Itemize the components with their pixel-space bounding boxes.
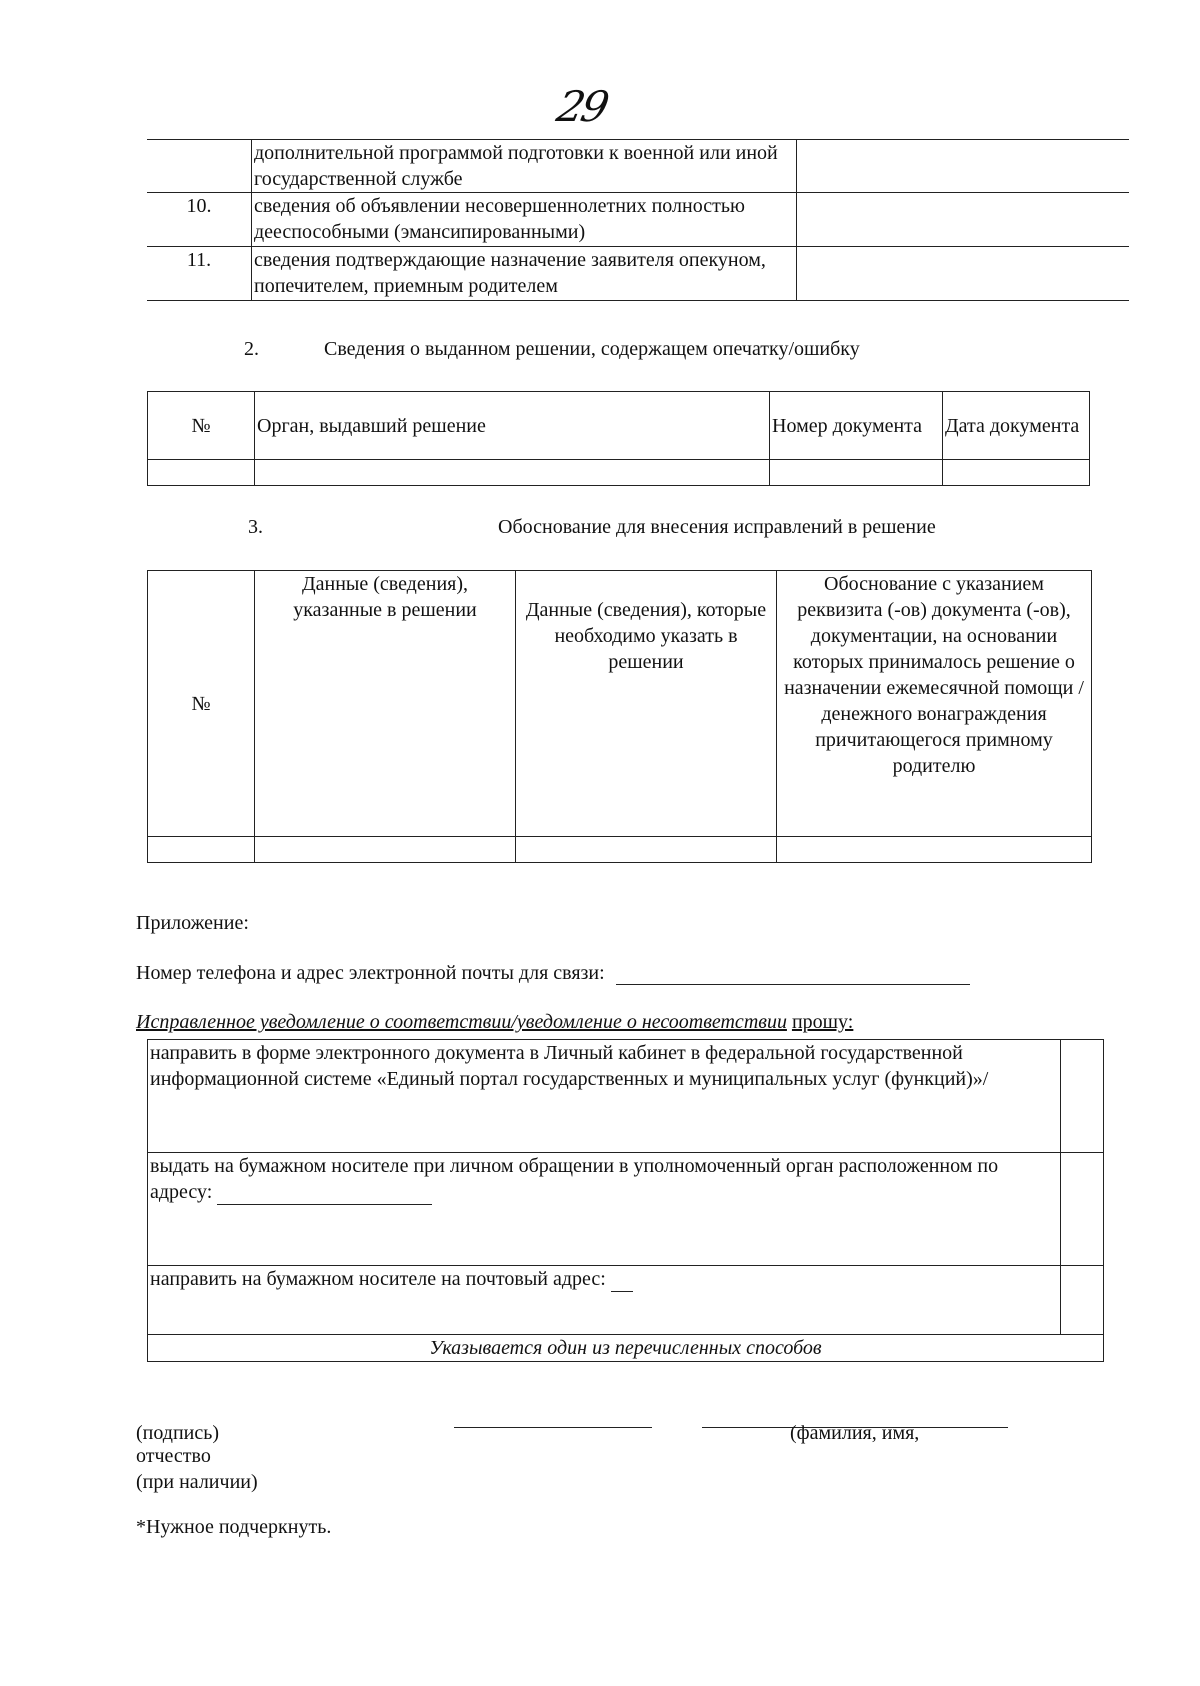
cell-doc-date[interactable] — [943, 460, 1090, 486]
delivery-option-mail-checkbox[interactable] — [1061, 1266, 1104, 1335]
col-header-authority: Орган, выдавший решение — [255, 392, 770, 460]
issued-decision-table — [147, 391, 1090, 486]
if-any-label: (при наличии) — [136, 1471, 258, 1493]
cell-grounds[interactable] — [777, 837, 1092, 863]
row-value-cell[interactable] — [797, 247, 1130, 301]
col-header-decision-data: Данные (сведения), указанные в решении — [255, 571, 516, 837]
cell-number[interactable] — [148, 460, 255, 486]
delivery-intro — [136, 1011, 853, 1034]
contact-label: Номер телефона и адрес электронной почты для связи: — [136, 962, 605, 984]
delivery-option-in-person-checkbox[interactable] — [1061, 1153, 1104, 1266]
cell-required-data[interactable] — [516, 837, 777, 863]
correction-grounds-table — [147, 570, 1092, 863]
delivery-footer-note: Указывается один из перечисленных способов — [148, 1335, 1104, 1362]
address-input-line[interactable] — [217, 1186, 432, 1205]
table-row — [148, 460, 1090, 486]
row-number: 10. — [147, 193, 252, 247]
full-name-label: (фамилия, имя, — [790, 1422, 920, 1444]
postal-address-input-line[interactable] — [611, 1273, 633, 1292]
signature-line[interactable] — [454, 1427, 652, 1428]
page-number: 29 — [552, 82, 611, 131]
attachment-label: Приложение: — [136, 912, 249, 934]
row-text: сведения подтверждающие назначение заявителя опекуном, попечителем, приемным родителем — [252, 247, 797, 301]
col-header-number: № — [148, 392, 255, 460]
delivery-option-epgu: направить в форме электронного документа в Личный кабинет в федеральной государственной информационной системе «Единый портал государственных и муниципальных услуг (функций)»/ — [148, 1040, 1061, 1153]
row-value-cell[interactable] — [797, 140, 1130, 193]
delivery-option-mail — [148, 1266, 1061, 1335]
section-3-number: 3. — [248, 516, 263, 538]
row-text: сведения об объявлении несовершеннолетних полностью дееспособными (эмансипированными) — [252, 193, 797, 247]
section-2-title: Сведения о выданном решении, содержащем опечатку/ошибку — [324, 338, 860, 360]
section-3-title: Обоснование для внесения исправлений в решение — [498, 516, 936, 538]
table-row — [148, 837, 1092, 863]
contact-line — [136, 962, 970, 985]
underline-note: *Нужное подчеркнуть. — [136, 1516, 332, 1538]
table-header-row — [148, 392, 1090, 460]
contact-input-line[interactable] — [616, 962, 970, 985]
col-header-doc-number: Номер документа — [770, 392, 943, 460]
table-row — [147, 140, 1129, 193]
table-header-row — [148, 571, 1092, 837]
cell-doc-number[interactable] — [770, 460, 943, 486]
row-number — [147, 140, 252, 193]
documents-table-continuation — [147, 139, 1129, 301]
delivery-option-epgu-checkbox[interactable] — [1061, 1040, 1104, 1153]
table-row — [148, 1153, 1104, 1266]
delivery-intro-italic: Исправленное уведомление о соответствии/уведомление о несоответствии — [136, 1011, 787, 1033]
row-number: 11. — [147, 247, 252, 301]
col-header-grounds: Обоснование с указанием реквизита (-ов) документа (-ов), документации, на основании которых принималось решение о назначении ежемесячной помощи /денежного вонаграждения причитающегося примному родителю — [777, 571, 1092, 837]
table-footer-row — [148, 1335, 1104, 1362]
table-row — [148, 1040, 1104, 1153]
cell-number[interactable] — [148, 837, 255, 863]
delivery-option-mail-label: направить на бумажном носителе на почтовый адрес: — [150, 1268, 606, 1290]
table-row — [147, 247, 1129, 301]
cell-decision-data[interactable] — [255, 837, 516, 863]
section-2-number: 2. — [244, 338, 259, 360]
row-value-cell[interactable] — [797, 193, 1130, 247]
row-text: дополнительной программой подготовки к военной или иной государственной службе — [252, 140, 797, 193]
table-row — [148, 1266, 1104, 1335]
patronymic-label: отчество — [136, 1445, 211, 1467]
col-header-required-data: Данные (сведения), которые необходимо указать в решении — [516, 571, 777, 837]
col-header-number: № — [148, 571, 255, 837]
delivery-method-table — [147, 1039, 1104, 1362]
table-row — [147, 193, 1129, 247]
col-header-doc-date: Дата документа — [943, 392, 1090, 460]
delivery-option-in-person-label: выдать на бумажном носителе при личном обращении в уполномоченный орган расположенном по адресу: — [150, 1155, 999, 1203]
delivery-option-in-person — [148, 1153, 1061, 1266]
cell-authority[interactable] — [255, 460, 770, 486]
signature-labels — [136, 1422, 258, 1494]
delivery-intro-tail: прошу: — [791, 1011, 854, 1033]
signature-label: (подпись) — [136, 1422, 220, 1444]
